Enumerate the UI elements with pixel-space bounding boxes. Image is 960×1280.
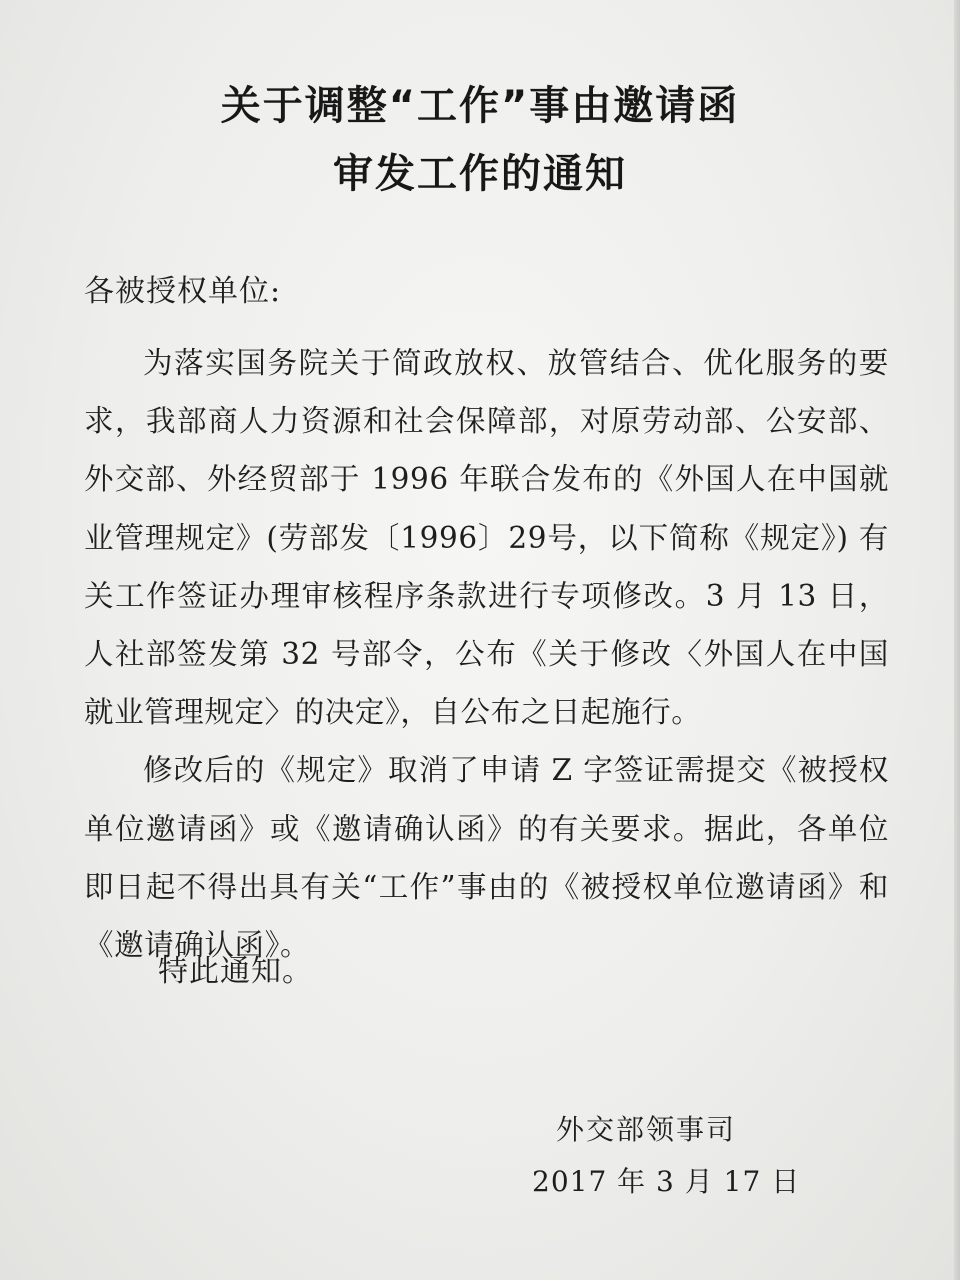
body-paragraph-1: 为落实国务院关于简政放权、放管结合、优化服务的要求，我部商人力资源和社会保障部，对原劳动部、公安部、外交部、外经贸部于 1996 年联合发布的《外国人在中国就业管理规定》(劳部发〔1996〕29号，以下简称《规定》) 有关工作签证办理审核程序条款进行专项修改。3 月 13 日，人社部签发第 32 号部令，公布《关于修改〈外国人在中国就业管理规定〉的决定》，自公布之日起施行。 bbox=[84, 346, 889, 730]
notice-body bbox=[84, 334, 889, 974]
signature-date: 2017 年 3 月 17 日 bbox=[532, 1165, 801, 1198]
document-title-line-1: 关于调整“工作”事由邀请函 bbox=[220, 83, 740, 129]
closing-text: 特此通知。 bbox=[158, 954, 313, 989]
body-paragraph-2: 修改后的《规定》取消了申请 Z 字签证需提交《被授权单位邀请函》或《邀请确认函》的有关要求。据此，各单位即日起不得出具有关“工作”事由的《被授权单位邀请函》和《邀请确认函》。 bbox=[84, 753, 889, 963]
signature-organization: 外交部领事司 bbox=[556, 1113, 737, 1146]
document-title-line-2: 审发工作的通知 bbox=[333, 151, 627, 197]
paper-edge-shadow bbox=[954, 0, 960, 1280]
salutation: 各被授权单位: bbox=[84, 274, 282, 309]
